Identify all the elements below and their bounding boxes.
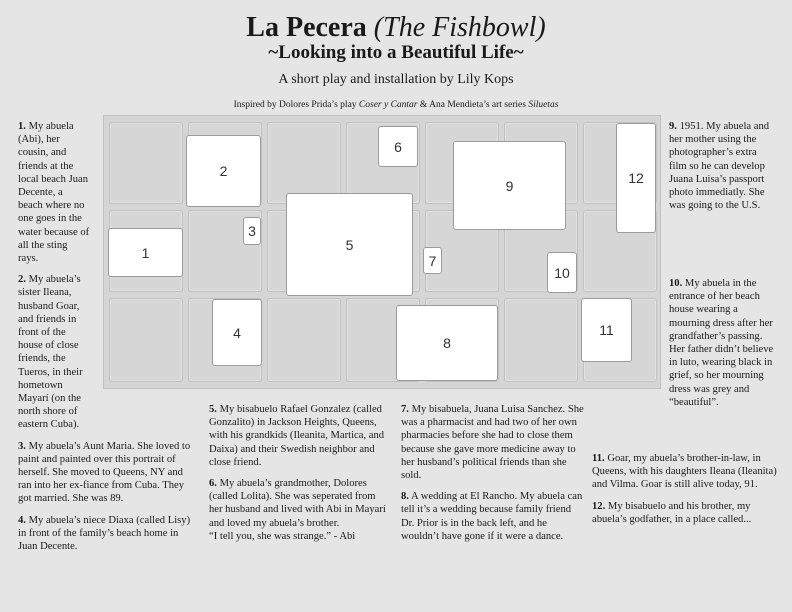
caption-9 [669,120,777,212]
caption-number: 5. [209,404,217,415]
caption-5 [209,403,389,469]
caption-text: My abuela’s grandmother, Dolores (called Lolita). She was seperated from her husband and lived with Abi in Mayarí and loved my abuela’s brother. [209,478,386,529]
caption-text: 1951. My abuela and her mother using the photographer’s extra film so he can develop Juana Luisa’s passport photo immediatly. She was going to the U.S. [669,121,770,212]
captions-left [18,120,196,561]
caption-text: My abuela in the entrance of her beach house wearing a mourning dress after her grandfather’s passing. Her father didn’t believe in luto, wearing black in grief, so her mourning dress was grey and “beautiful”. [669,278,774,408]
caption-6 [209,477,389,530]
caption-text: My abuela’s niece Diaxa (called Lisy) in front of the family’s beach home in Juan Decente. [18,514,191,553]
caption-number: 6. [209,478,217,490]
photo-6[interactable]: 6 [378,126,418,167]
title-paren: (The Fishbowl) [373,12,546,43]
caption-number: 4. [18,514,26,526]
caption-number: 8. [401,491,409,503]
caption-text: My abuela’s sister Ileana, husband Goar, and friends in front of the house of close friends, the Tueros, in their hometown Mayarí (on the north shore of eastern Cuba). [18,274,83,431]
caption-8 [401,490,586,543]
grid-cell [267,122,341,204]
photo-2[interactable]: 2 [186,135,261,207]
inspired-work-2: Siluetas [528,100,559,110]
page-title [0,12,792,44]
photo-10[interactable]: 10 [547,252,577,293]
photo-4[interactable]: 4 [212,299,262,366]
caption-number: 7. [401,404,409,415]
caption-number: 9. [669,121,677,132]
captions-right-bottom [592,452,777,534]
photo-1[interactable]: 1 [108,228,183,277]
caption-text: My abuela (Abi), her cousin, and friends at the local beach Juan Decente, a beach where no one goes in the water because of all the sting rays. [18,121,90,265]
caption-2 [18,273,90,431]
caption-number: 2. [18,274,26,286]
caption-3 [18,440,196,506]
inspired-line [0,99,792,111]
caption-6-quote: “I tell you, she was strange.” - Abi [209,530,356,542]
caption-text: My abuela’s Aunt Maria. She loved to paint and painted over this portrait of herself. She moved to Queens, NY and ran into her ex-fiance from Cuba. They got married. She was 89. [18,440,191,505]
captions-right [669,120,777,220]
caption-10-spacer [592,277,669,403]
caption-11 [592,452,777,492]
title-main: La Pecera [246,12,367,43]
inspired-prefix: Inspired by Dolores Prida’s play [233,100,359,110]
photo-8[interactable]: 8 [396,305,498,381]
inspired-work-1: Coser y Cantar [358,100,418,110]
caption-text: My bisabuela, Juana Luisa Sanchez. She was a pharmacist and had two of her own pharmacies before she had to close them because she gave more medicine away to her husband’s political friends than she sold. [401,404,584,482]
photo-5[interactable]: 5 [286,193,413,296]
page-subtitle: ~Looking into a Beautiful Life~ [268,42,524,63]
caption-number: 3. [18,440,26,452]
caption-text: My bisabuelo and his brother, my abuela’s godfather, in a place called... [592,500,752,525]
caption-text: Goar, my abuela’s brother-in-law, in Queens, with his daughters Ileana (Ileanita) and Vilma. Goar is still alive today, 91. [592,453,777,491]
caption-4 [18,514,196,554]
byline: A short play and installation by Lily Kops [278,72,514,87]
caption-number: 12. [592,500,606,512]
photo-7[interactable]: 7 [423,247,442,274]
inspired-mid: & Ana Mendieta’s art series [417,100,529,110]
caption-7 [401,403,586,482]
photo-3[interactable]: 3 [243,217,261,245]
caption-10 [592,277,777,409]
photo-9[interactable]: 9 [453,141,566,230]
caption-12 [592,500,777,526]
caption-number: 11. [592,453,605,464]
caption-number: 10. [669,278,683,289]
captions-right-middle [401,403,586,551]
caption-text: A wedding at El Rancho. My abuela can tell it’s a wedding because family friend Dr. Prior is in the back left, and he wouldn’t have gone if it were a dance. [401,491,583,542]
grid-cell [267,298,341,382]
photo-11[interactable]: 11 [581,298,632,362]
grid-cell [504,298,578,382]
photo-12[interactable]: 12 [616,123,656,233]
captions-middle [209,403,389,551]
caption-1 [18,120,90,265]
caption-number: 1. [18,121,26,132]
caption-text: My bisabuelo Rafael Gonzalez (called Gonzalito) in Jackson Heights, Queens, with his grandkids (Ileanita, Martica, and Daixa) and their Swedish neighbor and close friend. [209,404,385,468]
